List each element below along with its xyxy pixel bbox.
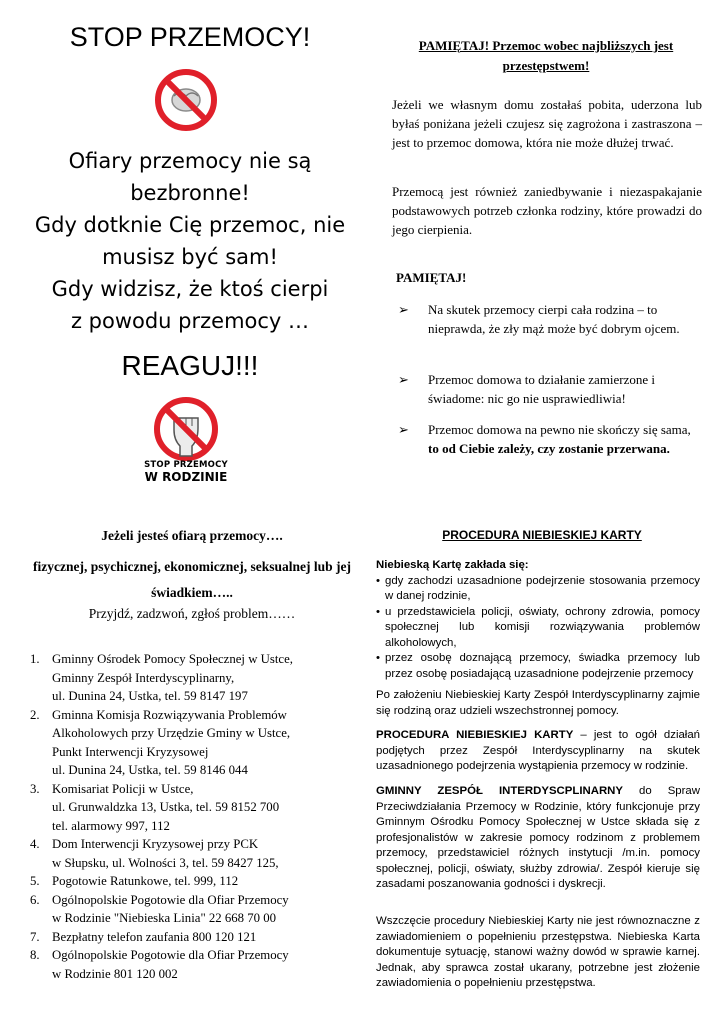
paragraph-team-description xyxy=(376,784,700,893)
slogan-line: z powodu przemocy … xyxy=(70,309,310,333)
logo-line1: STOP PRZEMOCY xyxy=(144,460,228,470)
remember-heading: PAMIĘTAJ! Przemoc wobec najbliższych jest przestępstwem! xyxy=(418,38,674,73)
remember-label: PAMIĘTAJ! xyxy=(396,270,467,285)
contact-line: Gminny Ośrodek Pomocy Społecznej w Ustce, xyxy=(52,652,293,666)
arrow-bullet-icon: ➢ xyxy=(398,302,409,317)
bullet-text: Przemoc domowa to działanie zamierzone i świadome: nic go nie usprawiedliwia! xyxy=(428,372,656,406)
list-item xyxy=(376,605,700,652)
contact-item xyxy=(30,650,350,706)
victim-heading: Jeżeli jesteś ofiarą przemocy…. xyxy=(101,528,283,543)
contact-line: w Słupsku, ul. Wolności 3, tel. 59 8427 125, xyxy=(52,855,279,870)
condition-text: gdy zachodzi uzasadnione podejrzenie stosowania przemocy w danej rodzinie, xyxy=(385,574,700,602)
contact-line: ul. Dunina 24, Ustka, tel. 59 8147 197 xyxy=(52,689,248,703)
conditions-label: Niebieską Kartę zakłada się: xyxy=(376,559,529,571)
slogan xyxy=(20,145,360,337)
procedure-heading: PROCEDURA NIEBIESKIEJ KARTY xyxy=(442,528,642,542)
procedure-term: PROCEDURA NIEBIESKIEJ KARTY xyxy=(376,729,574,741)
stop-fist-sign-icon xyxy=(150,396,222,462)
condition-text: przez osobę doznającą przemocy, świadka przemocy lub przez osobę posiadającą uzasadnione podejrzenie przemocy xyxy=(385,652,700,680)
bullet-text: Na skutek przemocy cierpi cała rodzina – to nieprawda, że zły mąż może być dobrym ojcem. xyxy=(428,302,680,336)
contact-prompt: Przyjdź, zadzwoń, zgłoś problem…… xyxy=(88,606,296,621)
contact-line: Alkoholowych przy Urzędzie Gminy w Ustce, xyxy=(52,726,291,740)
contact-item xyxy=(30,946,350,983)
slogan-line: Gdy widzisz, że ktoś cierpi xyxy=(51,277,329,301)
contact-number: 8. xyxy=(30,948,40,962)
contact-line: Gminny Zespół Interdyscyplinarny, xyxy=(52,670,235,685)
page-title: STOP PRZEMOCY! xyxy=(69,22,311,52)
contact-line: ul. Dunina 24, Ustka, tel. 59 8146 044 xyxy=(52,763,248,777)
paragraph-domestic-violence: Jeżeli we własnym domu zostałaś pobita, uderzona lub byłaś poniżana jeżeli czujesz się zagrożona i zastraszona – jest to przemoc domowa, która nie może dłużej trwać. xyxy=(392,97,702,150)
contact-line: Punkt Interwencji Kryzysowej xyxy=(52,744,209,759)
bullet-text-bold: to od Ciebie zależy, czy zostanie przerwana. xyxy=(428,441,670,456)
bullet-text-regular: Przemoc domowa na pewno nie skończy się sama, xyxy=(428,422,691,437)
no-violence-sign-icon xyxy=(154,68,218,132)
team-name: GMINNY ZESPÓŁ INTERDYSCPLINARNY xyxy=(376,785,623,797)
paragraph-neglect: Przemocą jest również zaniedbywanie i niezaspakajanie podstawowych potrzeb członka rodziny, które prowadzi do jego cierpienia. xyxy=(392,184,702,237)
arrow-bullet-icon: ➢ xyxy=(398,422,409,437)
contact-line: w Rodzinie "Niebieska Linia" 22 668 70 00 xyxy=(52,911,277,925)
contact-line: Dom Interwencji Kryzysowej przy PCK xyxy=(52,837,259,851)
campaign-logo-text xyxy=(126,460,246,484)
contact-line: tel. alarmowy 997, 112 xyxy=(52,818,170,833)
logo-line2: W RODZINIE xyxy=(144,470,228,484)
contact-number: 4. xyxy=(30,837,40,851)
contact-line: Ogólnopolskie Pogotowie dla Ofiar Przemocy xyxy=(52,892,289,907)
list-item xyxy=(376,651,700,682)
team-description: do Spraw Przeciwdziałania Przemocy w Rodzinie, który funkcjonuje przy Gminnym Ośrodku Pomocy Społecznej w Ustce składa się z profesjonalistów w zakresie pomocy rodzinom z problemem przemocy, przedstawiciel różnych instytucji /m.in. pomocy społecznej, policji, oświaty, służby zdrowia/. Zespół kieruje się zasadami poszanowania godności i dyskrecji. xyxy=(376,785,700,890)
contact-line: Komisariat Policji w Ustce, xyxy=(52,781,194,796)
contact-number: 5. xyxy=(30,874,40,888)
contact-line: Ogólnopolskie Pogotowie dla Ofiar Przemocy xyxy=(52,948,289,962)
contact-line: Pogotowie Ratunkowe, tel. 999, 112 xyxy=(52,874,239,888)
contact-number: 7. xyxy=(30,929,40,944)
slogan-line: Ofiary przemocy nie są xyxy=(68,149,312,173)
contact-line: Bezpłatny telefon zaufania 800 120 121 xyxy=(52,929,257,944)
contact-number: 1. xyxy=(30,652,40,666)
contact-number: 6. xyxy=(30,892,40,907)
condition-text: u przedstawiciela policji, oświaty, ochrony zdrowia, pomocy społecznej lub komisji rozwiązywania problemów alkoholowych, xyxy=(385,605,700,649)
bullet-text xyxy=(428,420,698,458)
bullet-icon: • xyxy=(376,605,380,618)
react-call: REAGUJ!!! xyxy=(121,350,259,381)
list-item xyxy=(398,370,698,408)
list-item xyxy=(398,420,698,458)
contact-line: Gminna Komisja Rozwiązywania Problemów xyxy=(52,707,287,722)
paragraph-notification: Wszczęcie procedury Niebieskiej Karty nie jest równoznaczne z zawiadomieniem o popełnieniu przestępstwa. Niebieska Karta dokumentuje sytuację, stanowi ważny dowód w sprawie karnej. Jednak, aby sprawca został ukarany, potrzebne jest złożenie zawiadomienia o popełnieniu przestępstwa. xyxy=(376,915,700,989)
slogan-line: musisz być sam! xyxy=(102,245,278,269)
contact-item xyxy=(30,706,350,780)
procedure-definition: – jest to ogół działań podjętych przez Zespół Interdyscyplinarny na skutek uzasadnionego podejrzenia wystąpienia przemocy w rodzinie. xyxy=(376,729,701,772)
violence-types-heading: fizycznej, psychicznej, ekonomicznej, seksualnej lub jej świadkiem….. xyxy=(33,559,351,600)
contact-item xyxy=(30,891,350,928)
slogan-line: Gdy dotknie Cię przemoc, nie xyxy=(34,213,346,237)
blue-card-conditions xyxy=(376,558,700,682)
contact-item xyxy=(30,780,350,836)
paragraph-team-help: Po założeniu Niebieskiej Karty Zespół Interdyscyplinarny zajmie się rodziną oraz udzieli wszechstronnej pomocy. xyxy=(376,689,700,717)
contact-item xyxy=(30,835,350,872)
list-item xyxy=(376,574,700,605)
contact-list xyxy=(30,650,350,983)
list-item xyxy=(398,300,698,338)
arrow-bullet-icon: ➢ xyxy=(398,372,409,387)
contact-number: 3. xyxy=(30,781,40,796)
contact-number: 2. xyxy=(30,707,40,722)
paragraph-procedure-definition xyxy=(376,728,700,775)
contact-line: w Rodzinie 801 120 002 xyxy=(52,966,178,981)
bullet-icon: • xyxy=(376,574,380,587)
contact-line: ul. Grunwaldzka 13, Ustka, tel. 59 8152 700 xyxy=(52,800,280,814)
bullet-icon: • xyxy=(376,652,380,664)
slogan-line: bezbronne! xyxy=(130,181,250,205)
contact-item xyxy=(30,928,350,947)
contact-item xyxy=(30,872,350,891)
